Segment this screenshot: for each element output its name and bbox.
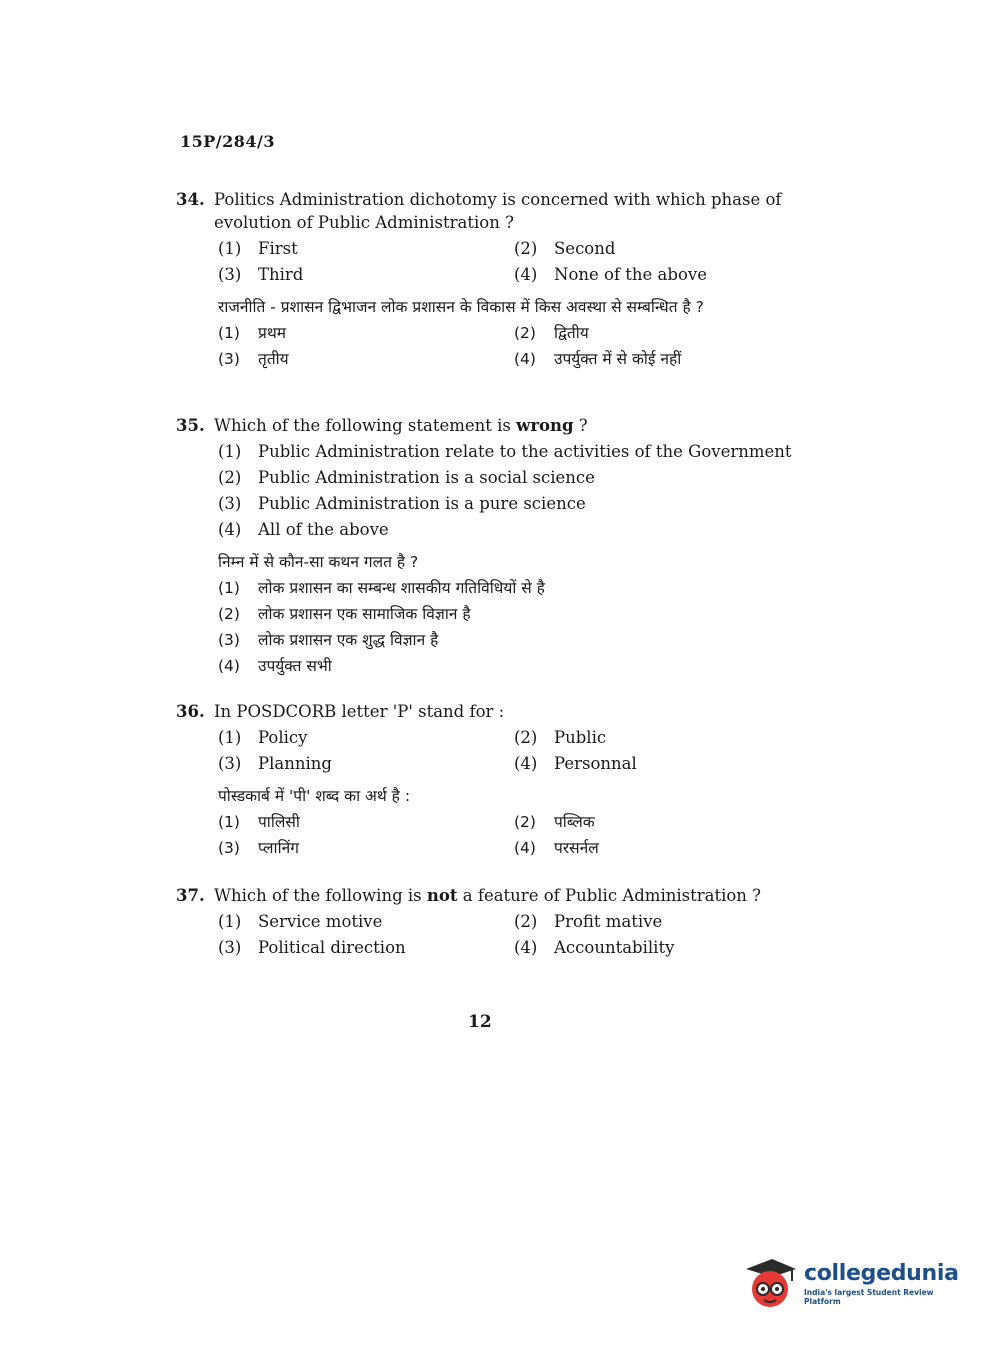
option-3: (3) Planning	[218, 754, 332, 773]
option-2: (2) Public	[514, 728, 607, 747]
page-number: 12	[468, 1012, 492, 1032]
option-1-hindi: (1) प्रथम	[218, 324, 286, 342]
question-text: Politics Administration dichotomy is concerned with which phase of evolution of Public Administration ?	[214, 190, 782, 232]
brand-name: collegedunia	[804, 1260, 959, 1286]
option-2-hindi: (2) पब्लिक	[514, 813, 595, 831]
option-4-hindi: (4) परसर्नल	[514, 839, 599, 857]
question-text: Which of the following statement is wrong ?	[214, 416, 588, 435]
brand-tagline: India's largest Student Review Platform	[804, 1287, 934, 1306]
question-text: Which of the following is not a feature of Public Administration ?	[214, 886, 762, 905]
option-4: (4) Accountability	[514, 938, 675, 957]
option-3: (3) Public Administration is a pure science	[218, 494, 586, 513]
question-34	[176, 188, 816, 371]
question-37	[176, 884, 816, 959]
option-1: (1) Service motive	[218, 912, 383, 931]
option-2: (2) Public Administration is a social science	[218, 468, 595, 487]
option-4-hindi: (4) उपर्युक्त में से कोई नहीं	[514, 350, 682, 368]
option-2: (2) Profit mative	[514, 912, 663, 931]
option-1: (1) First	[218, 239, 298, 258]
question-text-hindi: पोस्डकार्ब में 'पी' शब्द का अर्थ है :	[218, 787, 411, 805]
question-number: 36.	[176, 702, 205, 721]
question-number: 34.	[176, 190, 205, 209]
question-36	[176, 700, 816, 860]
question-35	[176, 414, 816, 678]
question-text: In POSDCORB letter 'P' stand for :	[214, 702, 505, 721]
option-4: (4) All of the above	[218, 520, 389, 539]
student-mascot-icon	[742, 1255, 798, 1311]
option-3-hindi: (3) तृतीय	[218, 350, 289, 368]
option-1: (1) Policy	[218, 728, 308, 747]
question-text-hindi: राजनीति - प्रशासन द्विभाजन लोक प्रशासन के विकास में किस अवस्था से सम्बन्धित है ?	[218, 298, 704, 316]
option-4-hindi: (4) उपर्युक्त सभी	[218, 657, 332, 675]
option-2-hindi: (2) द्वितीय	[514, 324, 589, 342]
option-3: (3) Third	[218, 265, 304, 284]
option-4: (4) Personnal	[514, 754, 637, 773]
option-2: (2) Second	[514, 239, 616, 258]
option-1-hindi: (1) पालिसी	[218, 813, 300, 831]
question-number: 37.	[176, 886, 205, 905]
question-text-hindi: निम्न में से कौन-सा कथन गलत है ?	[218, 553, 419, 571]
option-1: (1) Public Administration relate to the activities of the Government	[218, 442, 792, 461]
question-number: 35.	[176, 416, 205, 435]
option-1-hindi: (1) लोक प्रशासन का सम्बन्ध शासकीय गतिविधियों से है	[218, 579, 545, 597]
option-3: (3) Political direction	[218, 938, 406, 957]
option-3-hindi: (3) प्लानिंग	[218, 839, 299, 857]
collegedunia-watermark	[742, 1250, 972, 1316]
paper-code: 15P/284/3	[180, 132, 276, 151]
option-3-hindi: (3) लोक प्रशासन एक शुद्ध विज्ञान है	[218, 631, 439, 649]
option-4: (4) None of the above	[514, 265, 707, 284]
option-2-hindi: (2) लोक प्रशासन एक सामाजिक विज्ञान है	[218, 605, 471, 623]
